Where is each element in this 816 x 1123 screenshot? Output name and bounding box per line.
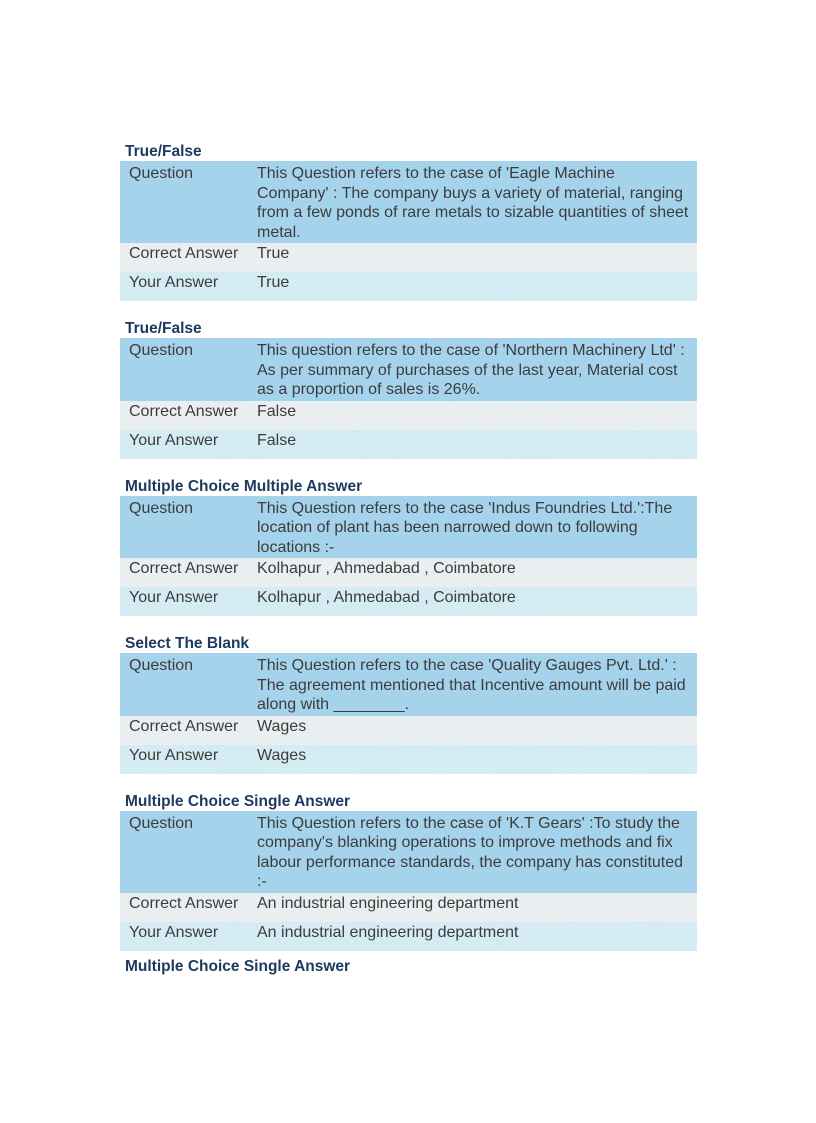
question-row — [120, 653, 697, 716]
question-block — [120, 478, 697, 617]
your-answer-row — [120, 587, 697, 616]
question-row — [120, 811, 697, 893]
question-row — [120, 161, 697, 243]
your-answer-value: Kolhapur , Ahmedabad , Coimbatore — [257, 589, 516, 606]
question-label: Question — [129, 499, 194, 517]
question-label: Question — [129, 814, 194, 832]
your-answer-row — [120, 922, 697, 951]
question-text: This question refers to the case of 'Northern Machinery Ltd' : As per summary of purchases of the last year, Material cost as a proportion of sales is 26%. — [257, 342, 685, 398]
correct-answer-value: An industrial engineering department — [257, 894, 519, 912]
question-label: Question — [129, 657, 194, 674]
correct-answer-row — [120, 558, 697, 587]
correct-answer-label: Correct Answer — [129, 717, 239, 735]
question-label: Question — [129, 165, 194, 182]
your-answer-label: Your Answer — [129, 431, 219, 449]
correct-answer-value: Kolhapur , Ahmedabad , Coimbatore — [257, 560, 516, 577]
question-text: This Question refers to the case 'Indus Foundries Ltd.':The location of plant has been narrowed down to following locations :- — [257, 499, 673, 556]
correct-answer-row — [120, 243, 697, 272]
correct-answer-label: Correct Answer — [129, 560, 239, 577]
your-answer-value: False — [257, 431, 297, 449]
correct-answer-label: Correct Answer — [129, 245, 239, 262]
question-row — [120, 338, 697, 401]
question-text: This Question refers to the case of 'K.T Gears' :To study the company's blanking operations to improve methods and fix labour performance standards, the company has constituted :- — [257, 814, 684, 890]
your-answer-row — [120, 272, 697, 301]
question-block — [120, 320, 697, 459]
question-type-heading: Multiple Choice Multiple Answer — [125, 477, 363, 495]
question-block — [120, 143, 697, 301]
your-answer-value: True — [257, 274, 290, 291]
question-text: This Question refers to the case 'Quality Gauges Pvt. Ltd.' : The agreement mentioned that Incentive amount will be paid along with ________. — [257, 657, 686, 713]
correct-answer-row — [120, 716, 697, 745]
correct-answer-row — [120, 893, 697, 922]
your-answer-label: Your Answer — [129, 923, 219, 941]
question-label: Question — [129, 342, 194, 359]
question-block — [120, 635, 697, 774]
correct-answer-row — [120, 401, 697, 430]
correct-answer-label: Correct Answer — [129, 894, 239, 912]
your-answer-row — [120, 745, 697, 774]
question-text: This Question refers to the case of 'Eagle Machine Company' : The company buys a variety of material, ranging from a few ponds of rare metals to sizable quantities of sheet metal. — [257, 165, 689, 241]
your-answer-label: Your Answer — [129, 274, 219, 291]
correct-answer-value: True — [257, 245, 290, 262]
question-type-heading: Multiple Choice Single Answer — [125, 792, 351, 810]
correct-answer-value: False — [257, 402, 297, 420]
question-type-heading: Select The Blank — [125, 635, 250, 652]
question-type-heading: True/False — [125, 143, 202, 160]
your-answer-value: Wages — [257, 746, 307, 764]
quiz-results — [120, 138, 697, 970]
correct-answer-label: Correct Answer — [129, 402, 239, 420]
your-answer-value: An industrial engineering department — [257, 923, 519, 941]
your-answer-label: Your Answer — [129, 746, 219, 764]
your-answer-label: Your Answer — [129, 589, 219, 606]
correct-answer-value: Wages — [257, 717, 307, 735]
question-block — [120, 793, 697, 951]
your-answer-row — [120, 430, 697, 459]
question-type-heading: True/False — [125, 320, 202, 337]
question-type-heading: Multiple Choice Single Answer — [125, 958, 351, 975]
question-row — [120, 496, 697, 559]
